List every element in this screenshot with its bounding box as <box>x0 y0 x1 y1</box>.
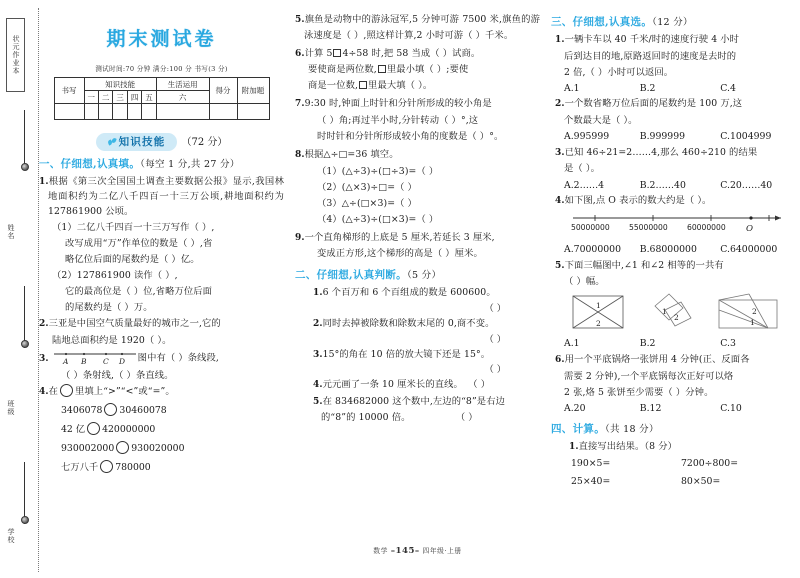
q-number: 6. <box>555 355 565 366</box>
option-a[interactable]: A.1 <box>564 82 580 94</box>
question-c2-8-item-4: （4）(△÷3)÷(□×3)=（ ） <box>317 213 439 225</box>
blank-3[interactable] <box>113 104 127 120</box>
compare-left-1: 3406078 <box>61 404 103 416</box>
compare-right-2: 420000000 <box>102 423 156 435</box>
section-1-points: （每空 1 分,共 27 分） <box>140 158 240 170</box>
question-c3-6-line3: 2 张,烙 5 张饼至少需要（ ）分钟。 <box>564 386 714 398</box>
q-number: 5. <box>313 396 323 407</box>
calc-expr-3[interactable]: 25×40= <box>571 476 611 488</box>
svg-text:2: 2 <box>751 307 757 317</box>
tf-question-1 <box>295 285 540 301</box>
cell-part-6: 六 <box>156 91 209 104</box>
svg-text:60000000: 60000000 <box>687 222 726 232</box>
question-c2-6 <box>295 46 540 62</box>
question-c2-7-line2: （ ）角;再过半小时,分针转动（ ）°,这 <box>317 114 479 126</box>
question-c3-1 <box>551 32 796 48</box>
blank-score[interactable] <box>209 104 237 120</box>
option-a[interactable]: A.20 <box>564 402 586 414</box>
q-text: 根据《第三次全国国土调查主要数据公报》显示,我国林地面积约为二亿八千四百一十三万公顷,耕地面积约为 127861900 公顷。 <box>48 175 284 218</box>
q-text: 同时去掉被除数和除数末尾的 0,商不变。 <box>322 317 495 329</box>
leaf-icon <box>108 138 116 146</box>
q-text: 根据△÷□=36 填空。 <box>304 148 399 160</box>
option-c[interactable]: C.10 <box>720 402 742 414</box>
q-number: 4. <box>313 380 323 391</box>
compare-row-2 <box>39 420 284 439</box>
svg-text:A: A <box>62 357 69 366</box>
blank-bonus[interactable] <box>237 104 269 120</box>
svg-text:O: O <box>746 223 754 234</box>
question-c3-3 <box>551 145 796 161</box>
question-c1-1-sub1b: 改写成用“万”作单位的数是（ ）,省 <box>65 238 213 250</box>
q-text-a: 9:30 时,钟面上时针和分针所形成的较小角是 <box>304 98 492 110</box>
cell-knowledge-skills: 知识技能 <box>84 78 156 91</box>
section-4-title: 四、计算。 <box>551 422 605 435</box>
column-1 <box>34 0 289 560</box>
tf-answer-5[interactable]: （ ） <box>460 412 478 424</box>
banner-score: （72 分） <box>181 137 228 148</box>
number-line-figure <box>551 210 796 242</box>
page-title: 期末测试卷 <box>106 28 217 50</box>
question-c2-6-line3 <box>295 78 540 93</box>
section-heading-2 <box>295 267 540 282</box>
calc-expr-4[interactable]: 80×50= <box>681 476 721 488</box>
margin-label-school-text: 学校 <box>7 528 15 544</box>
compare-right-4: 780000 <box>115 461 151 473</box>
q-text-2: 的“8”的 10000 倍。 <box>321 412 411 424</box>
column-3 <box>546 0 800 560</box>
option-b[interactable]: B.2 <box>639 82 656 94</box>
q-number: 8. <box>295 149 305 160</box>
compare-left-4: 七万八千 <box>61 461 99 473</box>
footer-grade: 四年级·上册 <box>422 547 462 555</box>
options-c3-6 <box>551 401 796 417</box>
tf-question-5 <box>295 394 540 410</box>
option-b[interactable]: B.2 <box>639 338 656 350</box>
angle-figure-3 <box>716 292 782 336</box>
tf-question-4 <box>295 377 540 393</box>
knowledge-banner-wrap <box>39 130 284 151</box>
tf-answer-4[interactable]: （ ） <box>472 379 491 391</box>
question-c2-9 <box>295 230 540 246</box>
option-b[interactable]: B.68000000 <box>639 243 697 255</box>
page-footer <box>290 545 545 556</box>
q-text-c2: 里最大填（ ）。 <box>368 80 433 92</box>
q-number: 4. <box>39 387 49 398</box>
compare-circle-4[interactable] <box>100 460 113 473</box>
cell-life-application: 生活运用 <box>156 78 209 91</box>
compare-row-1 <box>39 401 284 420</box>
option-c[interactable]: C.64000000 <box>720 243 778 255</box>
calc-row-2 <box>551 473 796 491</box>
margin-label-name-text: 姓名 <box>7 224 15 240</box>
option-b[interactable]: B.999999 <box>639 131 686 143</box>
question-c3-5 <box>551 258 796 274</box>
question-c1-2-line2: 陆地总面积约是 1920（ ）。 <box>52 335 172 347</box>
line-segment-figure <box>52 349 138 367</box>
cell-part-2: 二 <box>98 91 112 104</box>
cell-score: 得分 <box>209 78 237 104</box>
option-a[interactable]: A.2……4 <box>564 179 605 191</box>
option-c[interactable]: C.4 <box>720 82 736 94</box>
fold-seg-2 <box>24 286 25 348</box>
q-text: 在 834682000 这个数中,左边的“8”是右边 <box>322 395 505 407</box>
question-c1-3 <box>39 349 284 367</box>
svg-text:2: 2 <box>673 313 679 323</box>
q-text-a: 已知 46÷21=2……4,那么 460÷210 的结果 <box>564 146 758 158</box>
blank-box-1[interactable] <box>333 49 341 57</box>
binding-margin <box>0 0 34 578</box>
q-number: 9. <box>295 232 305 243</box>
q-text-b: 里填上“>”“<”或“=”。 <box>75 386 175 398</box>
q-text: 图中有（ ）条线段, <box>137 352 219 364</box>
angle-figure-1 <box>570 292 626 336</box>
q-number: 6. <box>295 48 305 59</box>
compare-row-3 <box>39 439 284 458</box>
cell-part-5: 五 <box>142 91 156 104</box>
q-text-a: 如下图,点 O 表示的数大约是（ ）。 <box>564 195 712 207</box>
section-2-points: （5 分） <box>406 270 442 282</box>
blank-2[interactable] <box>98 104 112 120</box>
q-text: 旗鱼是动物中的游泳冠军,5 分钟可游 7500 米,旗鱼的游泳速度是（ ）,照这样计算,2 小时可游（ ）千米。 <box>304 14 540 41</box>
option-c[interactable]: C.20……40 <box>720 179 773 191</box>
q-number: 1. <box>555 35 565 45</box>
q-text-a: 用一个平底锅烙一张饼用 4 分钟(正、反面各 <box>564 354 750 366</box>
question-c2-5 <box>295 12 540 43</box>
q-number: 7. <box>295 99 305 110</box>
q-number: 1. <box>569 441 579 452</box>
question-c3-3-line2: 是（ ）。 <box>564 163 600 175</box>
question-c1-1-sub1c: 略亿位后面的尾数约是（ ）亿。 <box>65 254 200 266</box>
question-c2-8 <box>295 147 540 163</box>
compare-circle-2[interactable] <box>87 422 100 435</box>
cell-handwriting: 书写 <box>54 78 84 104</box>
question-c1-1-sub1a: （1）二亿八千四百一十三万写作（ ）, <box>52 222 215 234</box>
question-c3-4 <box>551 193 796 209</box>
question-c3-2-line2: 个数最大是（ ）。 <box>564 115 638 127</box>
q-number: 1. <box>39 176 49 187</box>
compare-right-3: 930020000 <box>131 442 185 454</box>
options-c3-2 <box>551 129 796 145</box>
q-text-a: 下面三幅图中,∠1 和∠2 相等的一共有 <box>564 259 724 271</box>
cell-part-4: 四 <box>127 91 141 104</box>
options-c3-3 <box>551 178 796 194</box>
question-c2-8-item-3: （3）△÷(□×3)=（ ） <box>317 197 417 209</box>
option-b[interactable]: B.2……40 <box>639 179 686 191</box>
options-c3-1 <box>551 81 796 97</box>
option-a[interactable]: A.1 <box>564 338 580 350</box>
blank-1[interactable] <box>84 104 98 120</box>
svg-text:50000000: 50000000 <box>571 222 610 232</box>
q-number: 4. <box>555 196 565 207</box>
columns-container <box>34 0 800 578</box>
q-text-a2: 4÷58 时,把 58 当成（ ）试商。 <box>342 47 481 59</box>
calc-expr-1[interactable]: 190×5= <box>571 458 611 470</box>
blank-handwriting[interactable] <box>54 104 84 120</box>
q-number: 2. <box>313 318 323 329</box>
margin-label-class-text: 班级 <box>7 400 15 416</box>
compare-circle-1[interactable] <box>104 403 117 416</box>
q-text: 15°的角在 10 倍的放大镜下还是 15°。 <box>322 348 491 360</box>
question-c1-1-sub2b: 它的最高位是（ ）位,省略万位后面 <box>65 286 213 298</box>
brand-label: 状元作业本 <box>12 35 20 75</box>
q-text: 直接写出结果。（8 分） <box>578 440 677 452</box>
section-4-points: （共 18 分） <box>605 423 659 435</box>
compare-circle-inline[interactable] <box>60 384 73 397</box>
q-number: 5. <box>555 260 565 271</box>
tf-question-3 <box>295 347 540 363</box>
compare-left-2: 42 亿 <box>61 423 86 435</box>
section-heading-1 <box>39 156 284 171</box>
question-c3-2 <box>551 96 796 112</box>
punch-hole-3 <box>21 516 29 524</box>
q-text-b2: 里最小填（ ）;要使 <box>386 64 469 76</box>
q-text-b1: 要使商是两位数, <box>308 64 377 76</box>
banner-label: 知识技能 <box>118 136 166 148</box>
q-number: 3. <box>555 147 565 158</box>
option-a[interactable]: A.70000000 <box>564 243 621 255</box>
tf-answer-1[interactable]: （ ） <box>484 302 506 314</box>
option-c[interactable]: C.1004999 <box>720 131 772 143</box>
calc-question-1 <box>551 439 796 455</box>
blank-box-3[interactable] <box>359 81 367 89</box>
compare-row-4 <box>39 458 284 477</box>
q-text: 三亚是中国空气质量最好的城市之一,它的 <box>48 318 221 330</box>
option-c[interactable]: C.3 <box>720 338 736 350</box>
question-c1-1-sub2c: 的尾数约是（ ）万。 <box>65 302 153 314</box>
question-c2-7 <box>295 96 540 112</box>
question-c3-1-line3: 2 倍,（ ）小时可以返回。 <box>564 66 674 78</box>
option-a[interactable]: A.995999 <box>564 131 610 143</box>
section-3-title: 三、仔细想,认真选。 <box>551 16 653 28</box>
svg-text:B: B <box>80 357 87 366</box>
option-b[interactable]: B.12 <box>639 402 662 414</box>
fold-seg-3 <box>24 462 25 524</box>
tf-question-5-line2 <box>295 410 540 425</box>
section-3-points: （12 分） <box>652 17 693 28</box>
column-2 <box>290 0 545 560</box>
question-c3-6 <box>551 352 796 368</box>
blank-4[interactable] <box>127 104 141 120</box>
question-c2-9-line2: 变成正方形,这个梯形的高是（ ）厘米。 <box>317 248 483 260</box>
footer-subject: 数学 <box>373 547 388 555</box>
q-number: 3. <box>313 349 323 360</box>
punch-hole-1 <box>21 163 29 171</box>
cell-part-1: 一 <box>84 91 98 104</box>
question-c2-8-item-1: （1）(△÷3)÷(□÷3)=（ ） <box>317 165 439 177</box>
q-text-a1: 计算 5 <box>304 47 333 59</box>
question-c1-3-line2: （ ）条射线,（ ）条直线。 <box>61 370 174 382</box>
question-c1-2 <box>39 316 284 332</box>
question-c1-1-sub2a: （2）127861900 读作（ ）, <box>52 270 178 282</box>
tf-answer-2[interactable]: （ ） <box>484 333 506 345</box>
svg-text:1: 1 <box>595 301 601 311</box>
q-number: 2. <box>39 319 49 330</box>
section-1-title: 一、仔细想,认真填。 <box>39 157 141 170</box>
q-text: 元元画了一条 10 厘米长的直线。 <box>322 379 463 391</box>
fold-seg-1 <box>24 110 25 170</box>
tf-question-2 <box>295 316 540 332</box>
compare-right-1: 30460078 <box>119 404 167 416</box>
svg-text:1: 1 <box>749 318 755 328</box>
q-text: 6 个百万和 6 个百组成的数是 600600。 <box>322 287 496 299</box>
margin-label-school <box>7 528 25 546</box>
question-c1-4 <box>39 384 284 400</box>
svg-text:2: 2 <box>595 319 601 329</box>
question-c3-5-line2: （ ）幅。 <box>564 276 605 288</box>
punch-hole-2 <box>21 340 29 348</box>
brand-box <box>6 18 25 92</box>
table-row-blank[interactable] <box>54 104 269 120</box>
svg-text:D: D <box>118 357 125 366</box>
q-text-a: 一个数省略万位后面的尾数约是 100 万,这 <box>564 98 743 110</box>
svg-text:1: 1 <box>661 307 667 317</box>
exam-meta: 测试时间:70 分钟 满分:100 分 书写(3 分) <box>95 65 228 73</box>
blank-box-2[interactable] <box>378 65 386 73</box>
calc-expr-2[interactable]: 7200÷800= <box>681 458 738 470</box>
table-row-header <box>54 78 269 91</box>
q-number: 2. <box>555 99 565 110</box>
compare-left-3: 930002000 <box>61 442 115 454</box>
angle-figure-2 <box>643 292 699 336</box>
question-c2-7-line3: 时时针和分针所形成较小角的度数是（ ）°。 <box>317 130 504 142</box>
question-c2-8-item-2: （2）(△×3)÷□=（ ） <box>317 181 417 193</box>
q-text-a: 在 <box>48 386 59 398</box>
question-c3-6-line2: 需要 2 分钟),一个平底锅每次正好可以烙 <box>564 370 734 382</box>
options-c3-5 <box>551 336 796 352</box>
q-text-a: 一个直角梯形的上底是 5 厘米,若延长 3 厘米, <box>304 231 495 243</box>
compare-circle-3[interactable] <box>116 441 129 454</box>
q-number: 3. <box>39 353 49 364</box>
svg-text:C: C <box>102 357 109 366</box>
svg-text:55000000: 55000000 <box>629 222 668 232</box>
q-text-c1: 商是一位数, <box>308 80 359 92</box>
section-2-title: 二、仔细想,认真判断。 <box>295 269 407 282</box>
section-heading-3 <box>551 14 796 29</box>
q-text-a: 一辆卡车以 40 千米/时的速度行驶 4 小时 <box>564 34 740 45</box>
question-c1-1 <box>39 174 284 220</box>
question-c3-1-line2: 后到达目的地,原路返回时的速度是去时的 <box>564 50 737 62</box>
angle-figures-row <box>551 290 796 336</box>
options-c3-4 <box>551 242 796 258</box>
score-table <box>54 77 270 120</box>
q-number: 5. <box>295 15 305 25</box>
margin-label-name <box>7 224 25 242</box>
tf-answer-3[interactable]: （ ） <box>484 364 506 376</box>
section-heading-4 <box>551 421 796 436</box>
margin-label-class <box>7 400 25 418</box>
cell-part-3: 三 <box>113 91 127 104</box>
cell-bonus: 附加题 <box>237 78 269 104</box>
blank-6[interactable] <box>156 104 209 120</box>
footer-page-number: –145– <box>390 546 420 556</box>
question-c2-6-line2 <box>295 62 540 77</box>
calc-row-1 <box>551 455 796 473</box>
knowledge-banner <box>96 133 178 151</box>
q-number: 1. <box>313 288 323 299</box>
blank-5[interactable] <box>142 104 156 120</box>
